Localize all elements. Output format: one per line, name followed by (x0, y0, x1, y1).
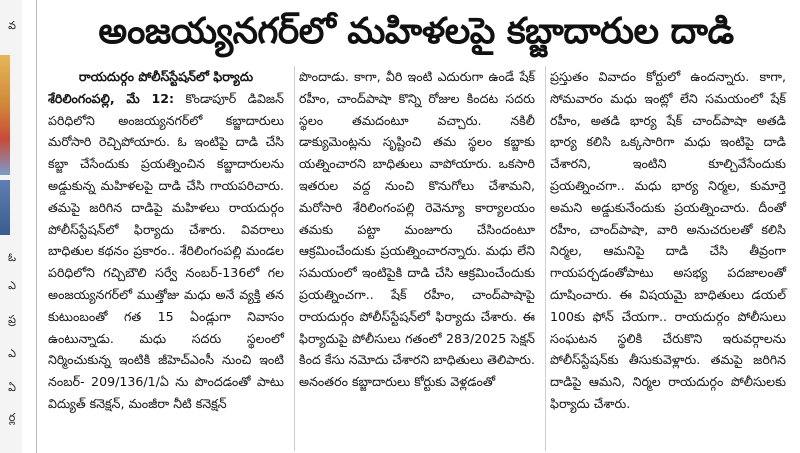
adjacent-text-fragment: ఎ (8, 279, 16, 292)
column-text: ప్రస్తుతం వివాదం కోర్టులో ఉందన్నారు. కాగా, సోమవారం మధు ఇంట్లో లేని సమయంలో షేక్ రహీం, అతడి భార్య షేక్ చాంద్‌పాషా అతడి భార్య కలిసి ఒక్కసారిగా మధు ఇంటిపై దాడి చేశారని, ఇంటిని కూల్చివేసేందుకు ప్రయత్నించగా.. మధు భార్య నిర్మల, కుమార్తె అమని అడ్డుకునేందుకు ప్రయత్నించారు. దీంతో రహీం, చాంద్‌పాషా, వారి అనుచరులతో కలిసి నిర్మల, ఆమనిపై దాడి చేసి తీవ్రంగా గాయపర్చడంతోపాటు అసభ్య పదజాలంతో దూషించారు. ఈ విషయమై బాధితులు డయల్ 100కు ఫోన్ చేయగా.. రాయదుర్గం పోలీసులు సంఘటన స్థలికి చేరుకొని ఇరువర్గాలను పోలీస్‌స్టేషన్‌కు తీసుకువెళ్లారు. తమపై జరిగిన దాడిపై ఆమని, నిర్మల రాయదుర్గం పోలీసులకు ఫిర్యాదు చేశారు. (550, 69, 786, 411)
headline: అంజయ్యనగర్‌లో మహిళలపై కబ్జాదారుల దాడి (98, 11, 734, 52)
adjacent-text-fragment: ప్ర (8, 313, 16, 326)
article-column-2 (294, 66, 539, 451)
adjacent-text-fragment: ఓ (7, 251, 17, 264)
adjacent-photo (0, 180, 10, 235)
column-rule (36, 0, 37, 453)
column-text: పొందాడు. కాగా, వీరి ఇంటి ఎదురుగా ఉండే షేక్ రహీం, చాంద్‌పాషా కొన్ని రోజుల కిందట సదరు స్థలం తమదంటూ వచ్చారు. నకిలీ డాక్యుమెంట్లను సృష్టించి తమ స్థలం కబ్జాకు యత్నించారని బాధితులు వాపోయారు. ఒకసారి ఇతరుల వద్ద నుంచి కొనుగోలు చేశామని, మరోసారి శేరిలింగంపల్లి రెవెన్యూ కార్యాలయం తమకు పట్టా మంజూరు చేసిందంటూ ఆక్రమించేందుకు ప్రయత్నించారన్నారు. మధు లేని సమయంలో ఇంటిపైకి దాడి చేసి ఆక్రమించేందుకు ప్రయత్నించగా.. షేక్ రహీం, చాంద్‌పాషాపై రాయదుర్గం పోలీస్‌స్టేషన్‌లో ఫిర్యాదు చేశారు. ఈ ఫిర్యాదుపై పోలీసులు గతంలో 283/2025 సెక్షన్ కింద కేసు నమోదు చేశారని బాధితులు తెలిపారు. అనంతరం కబ్జాదారులు కోర్టుకు వెళ్లడంతో (299, 69, 535, 390)
adjacent-text-fragment: వ (8, 19, 16, 32)
adjacent-text-fragment: ర్ల (8, 411, 16, 424)
adjacent-text-fragment: ఎ (8, 347, 16, 360)
kicker: రాయదుర్గం పోలీస్‌స్టేషన్‌లో ఫిర్యాదు (78, 69, 254, 84)
dateline: శేరిలింగంపల్లి, మే 12: (48, 90, 175, 106)
article-column-3 (545, 66, 790, 451)
adjacent-page-edge (0, 0, 22, 453)
adjacent-photo (0, 55, 10, 175)
article-body (44, 66, 790, 451)
article-column-1 (44, 66, 288, 451)
column-text: కొండాపూర్ డివిజన్ పరిధిలోని అంజయ్యనగర్‌లో కబ్జాదారులు మరోసారి రెచ్చిపోయారు. ఓ ఇంటిపై దాడి చేసి కబ్జా చేసేందుకు ప్రయత్నించిన కబ్జాదారులను అడ్డుకున్న మహిళలపై దాడి చేసి గాయపరిచారు. తమపై జరిగిన దాడిపై మహిళలు రాయదుర్గం పోలీస్‌స్టేషన్‌లో ఫిర్యాదు చేశారు. వివరాలు బాధితుల కథనం ప్రకారం.. శేరిలింగంపల్లి మండల పరిధిలోని గచ్చిబౌలి సర్వే నంబర్-136లో గల అంజయ్యనగర్‌లో ముత్తోజు మధు అనే వ్యక్తి తన కుటుంబంతో గత 15 ఏండ్లుగా నివాసం ఉంటున్నాడు. మధు సదరు స్థలంలో నిర్మించుకున్న ఇంటికి జీహెచ్‌ఎంసీ నుంచి ఇంటి నంబర్- 209/136/1/ఏ ను పొందడంతో పాటు విద్యుత్ కనెక్షన్, మంజీరా నీటి కనెక్షన్ (48, 90, 284, 411)
adjacent-text-fragment: ఏ (8, 381, 16, 394)
